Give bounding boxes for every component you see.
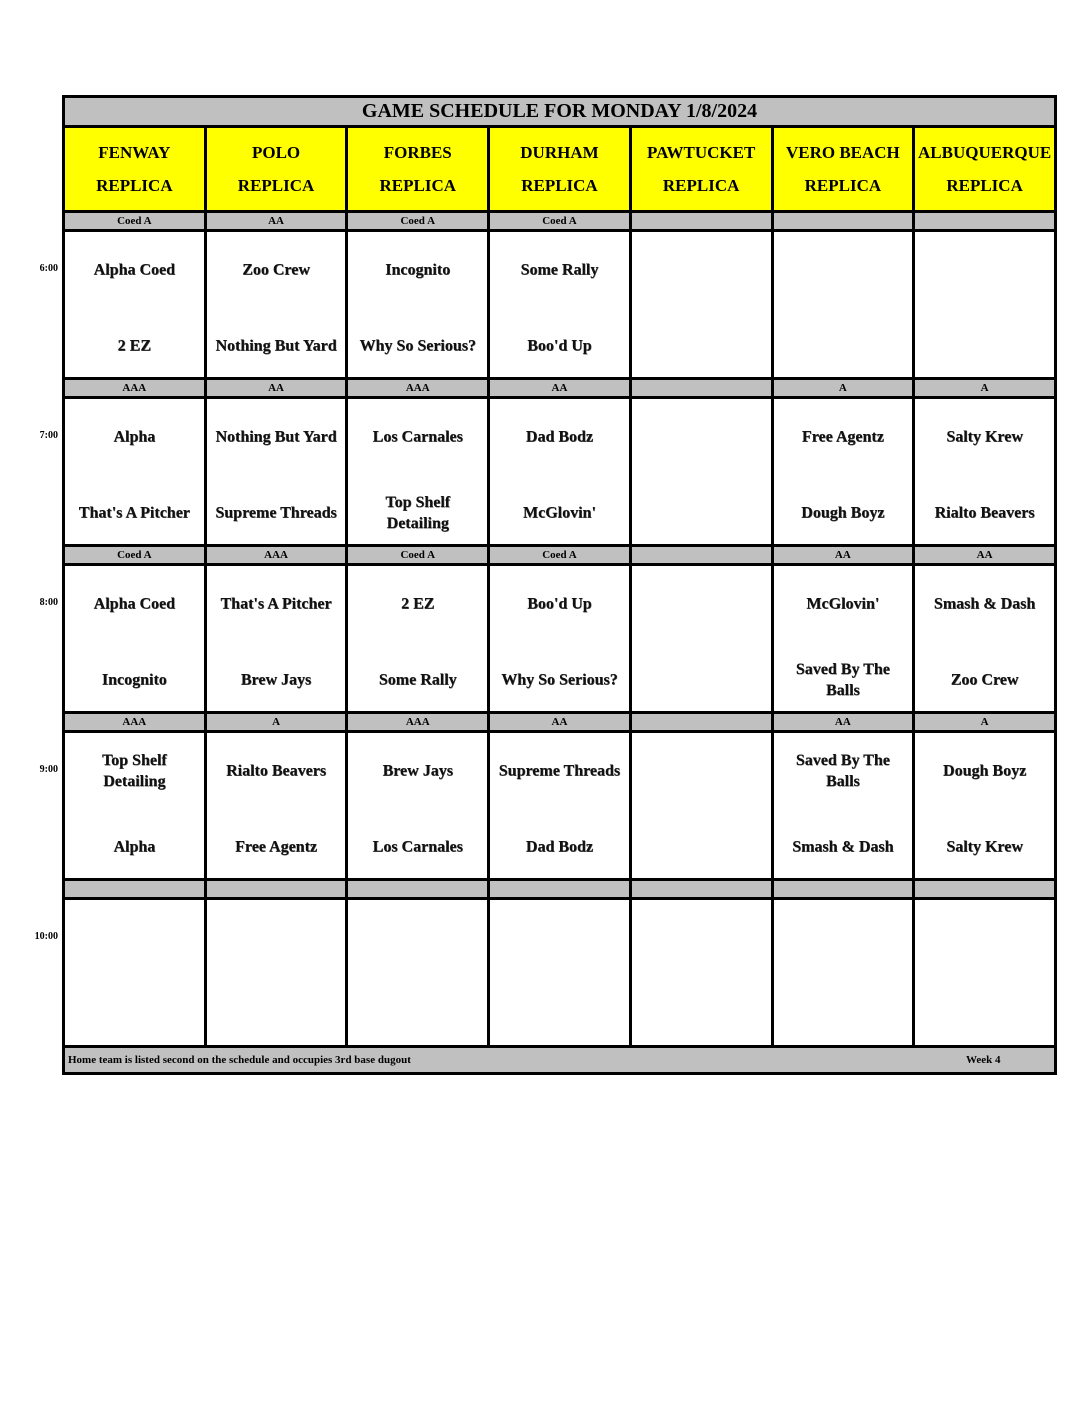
away-team: Free Agentz: [801, 428, 884, 446]
home-team: Boo'd Up: [527, 337, 592, 355]
game-cell: [630, 398, 772, 546]
schedule-table: [62, 95, 1057, 1075]
title-row: [64, 97, 1056, 127]
division-label: Coed A: [64, 212, 206, 231]
away-team: Boo'd Up: [527, 595, 592, 613]
away-team: Nothing But Yard: [215, 428, 337, 446]
game-cell: [772, 732, 914, 880]
home-team: Nothing But Yard: [215, 337, 337, 355]
division-label: Coed A: [64, 546, 206, 565]
division-row: [64, 713, 1056, 732]
field-header-vero-beach: [772, 127, 914, 212]
home-team: Why So Serious?: [501, 671, 618, 689]
away-team: Alpha: [113, 428, 156, 446]
division-label: A: [914, 379, 1056, 398]
away-team: Supreme Threads: [498, 762, 621, 780]
field-subtitle: REPLICA: [379, 176, 457, 195]
home-team: 2 EZ: [117, 337, 152, 355]
division-label: [630, 546, 772, 565]
field-subtitle: REPLICA: [237, 176, 315, 195]
division-label: AA: [489, 379, 631, 398]
away-team: 2 EZ: [401, 595, 435, 613]
time-slot-label: 7:00: [39, 429, 58, 441]
home-team: Brew Jays: [240, 671, 312, 689]
division-label: [772, 212, 914, 231]
division-label: AA: [914, 546, 1056, 565]
game-cell: [64, 732, 206, 880]
division-label: Coed A: [347, 546, 489, 565]
game-cell: [205, 231, 347, 379]
game-row: [64, 732, 1056, 880]
game-cell: [347, 565, 489, 713]
field-name: PAWTUCKET: [647, 143, 756, 162]
field-header-durham: [489, 127, 631, 212]
field-name: POLO: [251, 143, 301, 162]
division-label: [630, 379, 772, 398]
game-cell: [205, 732, 347, 880]
game-cell: [914, 899, 1056, 1047]
division-label: AA: [205, 379, 347, 398]
division-label: AAA: [347, 379, 489, 398]
division-label: [772, 880, 914, 899]
game-cell: [347, 899, 489, 1047]
game-cell: [630, 565, 772, 713]
division-label: [347, 880, 489, 899]
away-team: Dough Boyz: [943, 762, 1027, 780]
game-cell: [772, 565, 914, 713]
game-cell: [64, 231, 206, 379]
division-label: [914, 880, 1056, 899]
game-cell: [489, 398, 631, 546]
game-cell: [772, 398, 914, 546]
week-label: Week 4: [966, 1054, 1001, 1066]
division-label: [630, 880, 772, 899]
division-row: [64, 880, 1056, 899]
home-team: Zoo Crew: [950, 671, 1019, 689]
division-label: [205, 880, 347, 899]
home-team: Free Agentz: [235, 838, 317, 856]
division-label: [64, 880, 206, 899]
away-team: Brew Jays: [382, 762, 453, 780]
home-team: Saved By The Balls: [795, 661, 890, 699]
home-team: Rialto Beavers: [934, 504, 1035, 522]
division-label: AAA: [205, 546, 347, 565]
away-team: Los Carnales: [372, 428, 463, 446]
division-label: AAA: [347, 713, 489, 732]
home-team: Los Carnales: [372, 838, 463, 856]
home-team-note: Home team is listed second on the schedule and occupies 3rd base dugout: [68, 1054, 411, 1066]
game-cell: [914, 565, 1056, 713]
home-team: McGlovin': [523, 504, 596, 522]
division-label: AA: [772, 713, 914, 732]
time-slot-label: 9:00: [39, 763, 58, 775]
division-row: [64, 546, 1056, 565]
division-label: AA: [205, 212, 347, 231]
home-team: Supreme Threads: [215, 504, 337, 522]
away-team: Dad Bodz: [525, 428, 594, 446]
field-header-fenway: [64, 127, 206, 212]
division-label: AA: [489, 713, 631, 732]
game-row: [64, 565, 1056, 713]
division-label: Coed A: [489, 212, 631, 231]
footer-cell: [64, 1047, 1056, 1074]
home-team: Salty Krew: [946, 838, 1023, 856]
game-cell: [347, 398, 489, 546]
away-team: Smash & Dash: [933, 595, 1036, 613]
field-subtitle: REPLICA: [662, 176, 740, 195]
division-label: Coed A: [347, 212, 489, 231]
footer-row: [64, 1047, 1056, 1074]
field-header-pawtucket: [630, 127, 772, 212]
field-name: FENWAY: [98, 143, 171, 162]
game-cell: [914, 732, 1056, 880]
field-name: VERO BEACH: [785, 143, 900, 162]
home-team: Top Shelf Detailing: [385, 494, 451, 532]
game-row: [64, 231, 1056, 379]
home-team: Some Rally: [378, 671, 457, 689]
division-label: AAA: [64, 379, 206, 398]
game-cell: [64, 899, 206, 1047]
division-row: [64, 379, 1056, 398]
division-label: [630, 713, 772, 732]
home-team: Alpha: [113, 838, 156, 856]
field-subtitle: REPLICA: [96, 176, 173, 195]
division-label: A: [914, 713, 1056, 732]
field-subtitle: REPLICA: [804, 176, 882, 195]
time-slot-label: 10:00: [34, 930, 58, 942]
game-cell: [205, 899, 347, 1047]
game-cell: [772, 899, 914, 1047]
field-header-forbes: [347, 127, 489, 212]
game-cell: [630, 899, 772, 1047]
time-slot-label: 8:00: [39, 596, 58, 608]
game-cell: [347, 732, 489, 880]
away-team: That's A Pitcher: [220, 595, 332, 613]
away-team: Alpha Coed: [93, 595, 176, 613]
away-team: Incognito: [385, 261, 451, 279]
home-team: Dad Bodz: [525, 838, 594, 856]
division-label: AAA: [64, 713, 206, 732]
field-header-albuquerque: [914, 127, 1056, 212]
away-team: Zoo Crew: [242, 261, 310, 279]
game-cell: [205, 565, 347, 713]
division-label: AA: [772, 546, 914, 565]
game-row: [64, 899, 1056, 1047]
game-cell: [64, 565, 206, 713]
away-team: Saved By The Balls: [795, 752, 890, 790]
game-cell: [347, 231, 489, 379]
game-cell: [489, 231, 631, 379]
time-slot-label: 6:00: [39, 262, 58, 274]
field-name: ALBUQUERQUE: [918, 143, 1052, 162]
home-team: Smash & Dash: [792, 838, 894, 856]
game-cell: [630, 231, 772, 379]
away-team: Rialto Beavers: [226, 762, 327, 780]
division-row: [64, 212, 1056, 231]
away-team: Some Rally: [520, 261, 599, 279]
game-cell: [489, 565, 631, 713]
field-header-row: [64, 127, 1056, 212]
schedule-title: GAME SCHEDULE FOR MONDAY 1/8/2024: [64, 97, 1056, 127]
field-name: DURHAM: [520, 143, 599, 162]
home-team: That's A Pitcher: [78, 504, 190, 522]
field-subtitle: REPLICA: [521, 176, 598, 195]
away-team: Alpha Coed: [93, 261, 176, 279]
game-cell: [205, 398, 347, 546]
away-team: Salty Krew: [946, 428, 1023, 446]
away-team: Top Shelf Detailing: [101, 752, 167, 790]
division-label: [489, 880, 631, 899]
away-team: McGlovin': [806, 595, 880, 613]
field-subtitle: REPLICA: [946, 176, 1023, 195]
division-label: [630, 212, 772, 231]
division-label: Coed A: [489, 546, 631, 565]
game-cell: [914, 231, 1056, 379]
game-cell: [64, 398, 206, 546]
game-cell: [630, 732, 772, 880]
field-header-polo: [205, 127, 347, 212]
division-label: [914, 212, 1056, 231]
home-team: Dough Boyz: [801, 504, 885, 522]
game-row: [64, 398, 1056, 546]
game-cell: [914, 398, 1056, 546]
home-team: Incognito: [101, 671, 167, 689]
field-name: FORBES: [383, 143, 452, 162]
game-cell: [772, 231, 914, 379]
game-cell: [489, 732, 631, 880]
division-label: A: [205, 713, 347, 732]
division-label: A: [772, 379, 914, 398]
home-team: Why So Serious?: [359, 337, 476, 355]
game-cell: [489, 899, 631, 1047]
